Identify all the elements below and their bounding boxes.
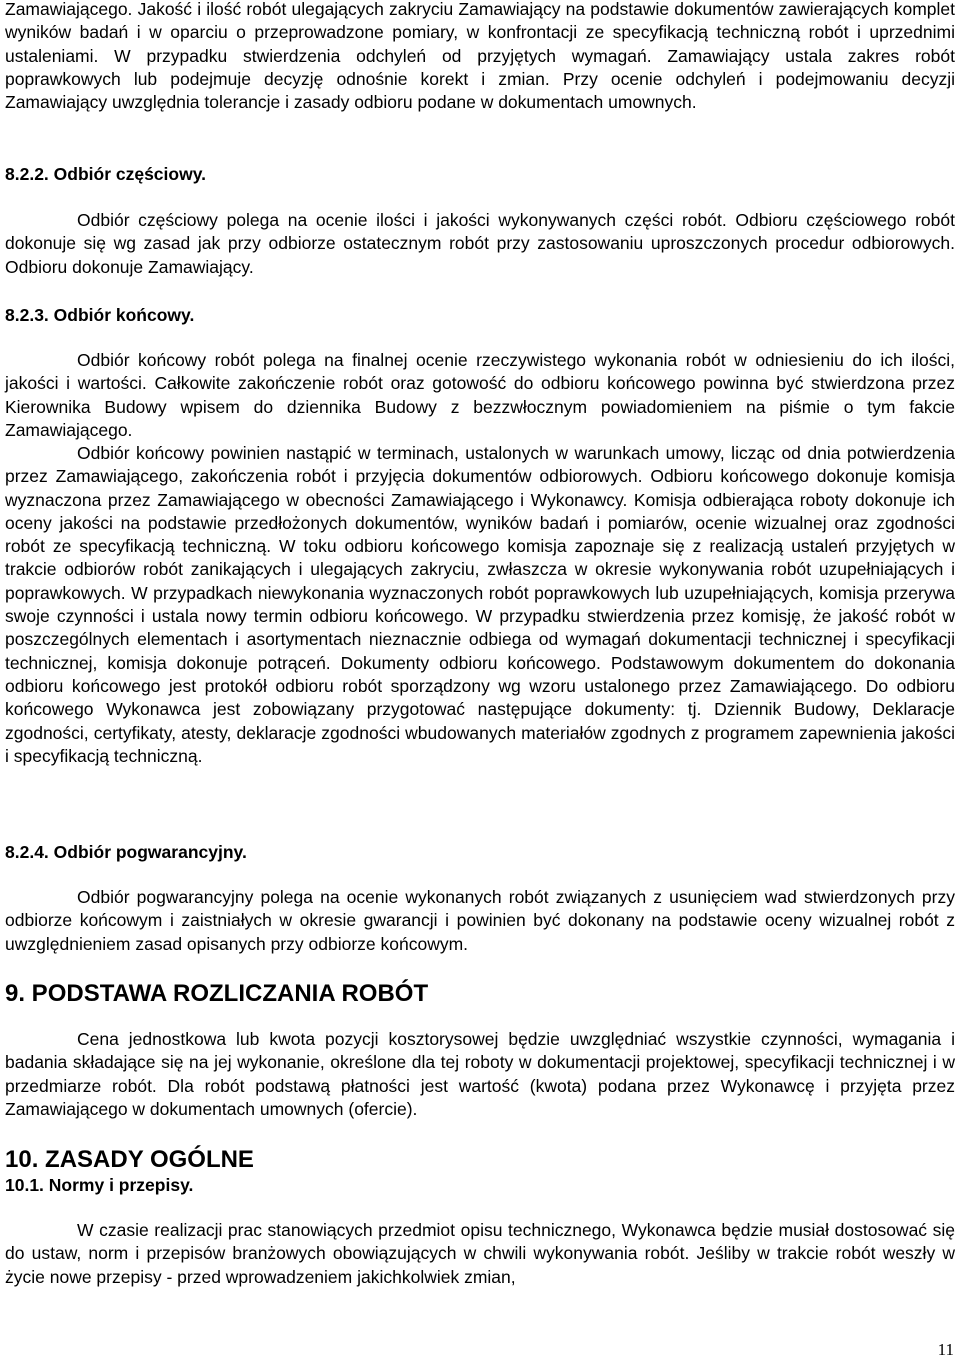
page-number: 11 (937, 1340, 954, 1359)
paragraph-norms-and-regulations: W czasie realizacji prac stanowiących przedmiot opisu technicznego, Wykonawca będzie musiał dostosować się do ustaw, norm i przepisów branżowych obowiązujących w chwili wykonywania robót. Jeśliby w trakcie robót weszły w życie nowe przepisy - przed wprowadzeniem jakichkolwiek zmian, (5, 1220, 955, 1287)
paragraph-final-acceptance-procedure: Odbiór końcowy powinien nastąpić w terminach, ustalonych w warunkach umowy, licząc od dnia potwierdzenia przez Zamawiającego, zakończenia robót i przyjęcia dokumentów odbiorowych. Odbioru końcowego dokonuje komisja wyznaczona przez Zamawiającego w obecności Zamawiającego i Wykonawcy. Komisja odbierająca roboty dokonuje ich oceny jakości na podstawie przedłożonych dokumentów, wyników badań i pomiarów, ocenie wizualnej oraz zgodności robót ze specyfikacją techniczną. W toku odbioru końcowego komisja zapoznaje się z realizacją ustaleń przyjętych w trakcie odbiorów robót zanikających i ulegających zakryciu, zwłaszcza w okresie wykonywania robót uzupełniających i poprawkowych. W przypadkach niewykonania wyznaczonych robót poprawkowych lub uzupełniających, komisja przerywa swoje czynności i ustala nowy termin odbioru końcowego. W przypadku stwierdzenia przez komisję, że jakość robót w poszczególnych elementach i asortymentach nieznacznie odbiega od wymagań dokumentacji technicznej i specyfikacji technicznej, komisja dokonuje potrąceń. Dokumenty odbioru końcowego. Podstawowym dokumentem do dokonania odbioru końcowego jest protokół odbioru robót sporządzony wg wzoru ustalonego przez Zamawiającego. Do odbioru końcowego Wykonawca jest zobowiązany przygotować następujące dokumenty: tj. Dziennik Budowy, Deklaracje zgodności, certyfikaty, atesty, deklaracje zgodności wbudowanych materiałów zgodnych z programem zapewnienia jakości i specyfikacją techniczną. (5, 443, 955, 766)
heading-8-2-4: 8.2.4. Odbiór pogwarancyjny. (5, 842, 247, 862)
heading-section-10: 10. ZASADY OGÓLNE (5, 1146, 254, 1173)
heading-section-9: 9. PODSTAWA ROZLICZANIA ROBÓT (5, 980, 429, 1007)
paragraph-post-warranty-acceptance: Odbiór pogwarancyjny polega na ocenie wykonanych robót związanych z usunięciem wad stwierdzonych przy odbiorze końcowym i zaistniałych w okresie gwarancji i powinien być dokonany na podstawie oceny wizualnej robót z uwzględnieniem zasad opisanych przy odbiorze końcowym. (5, 887, 955, 954)
heading-8-2-3: 8.2.3. Odbiór końcowy. (5, 305, 195, 325)
paragraph-acceptance-of-covered-works: Zamawiającego. Jakość i ilość robót ulegających zakryciu Zamawiający na podstawie dokumentów zawierających komplet wyników badań i w oparciu o przeprowadzone pomiary, w konfrontacji ze specyfikacją techniczną robót i uprzednimi ustaleniami. W przypadku stwierdzenia odchyleń od przyjętych wymagań. Zamawiający ustala zakres robót poprawkowych lub podejmuje decyzję odnośnie korekt i zmian. Przy ocenie odchyleń i podejmowaniu decyzji Zamawiający uwzględnia tolerancje i zasady odbioru podane w dokumentach umownych. (5, 0, 955, 113)
heading-10-1: 10.1. Normy i przepisy. (5, 1175, 194, 1195)
heading-8-2-2: 8.2.2. Odbiór częściowy. (5, 164, 207, 184)
paragraph-final-acceptance-intro: Odbiór końcowy robót polega na finalnej ocenie rzeczywistego wykonania robót w odniesieniu do ich ilości, jakości i wartości. Całkowite zakończenie robót oraz gotowość do odbioru końcowego powinna być stwierdzona przez Kierownika Budowy wpisem do dziennika Budowy z bezzwłocznym powiadomieniem na piśmie o tym fakcie Zamawiającego. (5, 350, 955, 440)
paragraph-settlement-basis: Cena jednostkowa lub kwota pozycji kosztorysowej będzie uwzględniać wszystkie czynności, wymagania i badania składające się na jej wykonanie, określone dla tej roboty w dokumentacji projektowej, specyfikacji technicznej i w przedmiarze robót. Dla robót podstawą płatności jest wartość (kwota) podana przez Wykonawcę i przyjęta przez Zamawiającego w dokumentach umownych (ofercie). (5, 1029, 955, 1119)
paragraph-partial-acceptance: Odbiór częściowy polega na ocenie ilości i jakości wykonywanych części robót. Odbioru częściowego robót dokonuje się wg zasad jak przy odbiorze ostatecznym robót przy zastosowaniu uproszczonych procedur odbiorowych. Odbioru dokonuje Zamawiający. (5, 210, 955, 277)
